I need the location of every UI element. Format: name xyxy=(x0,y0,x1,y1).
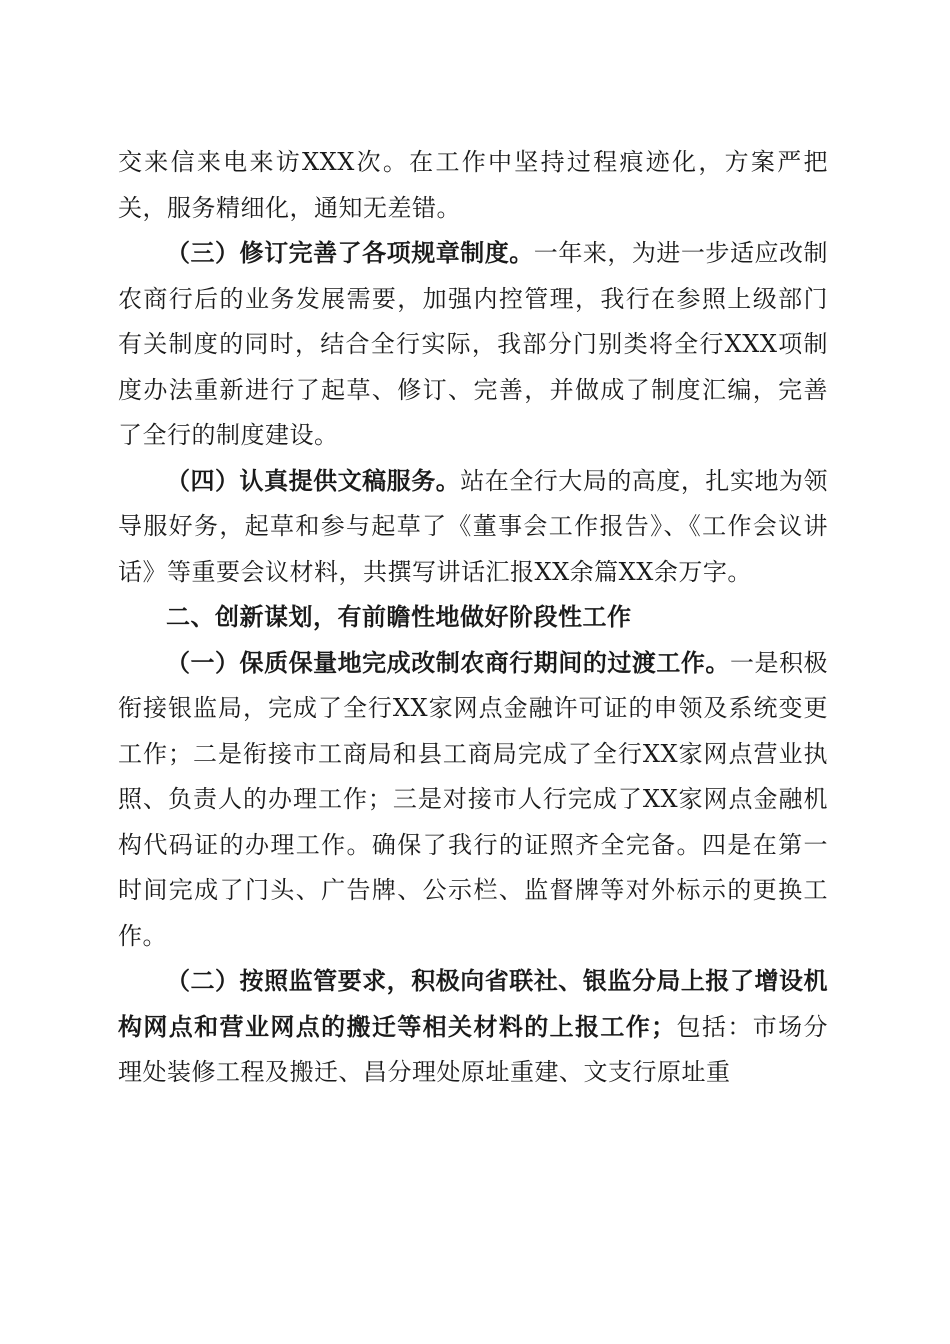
paragraph-lead: （三）修订完善了各项规章制度。 xyxy=(166,239,534,267)
paragraph-text: 交来信来电来访XXX次。在工作中坚持过程痕迹化，方案严把关，服务精细化，通知无差错。 xyxy=(118,148,828,222)
paragraph-lead: （二）按照监管要求，积极向省联社、银监分局上报了增设机构网点和营业网点的搬迁等相关材料的上报工作； xyxy=(118,967,828,1041)
paragraph-continuation xyxy=(118,140,828,231)
section-heading: 二、创新谋划，有前瞻性地做好阶段性工作 xyxy=(166,603,632,631)
paragraph-lead: （一）保质保量地完成改制农商行期间的过渡工作。 xyxy=(166,648,730,677)
paragraph-text: 一是积极衔接银监局，完成了全行XX家网点金融许可证的申领及系统变更工作；二是衔接市工商局和县工商局完成了全行XX家网点营业执照、负责人的办理工作；三是对接市人行完成了XX家网点金融机构代码证的办理工作。确保了我行的证照齐全完备。四是在第一时间完成了门头、广告牌、公示栏、监督牌等对外标示的更换工作。 xyxy=(118,648,829,950)
paragraph-regulations xyxy=(118,231,828,459)
paragraph-lead: （四）认真提供文稿服务。 xyxy=(166,466,461,495)
document-body xyxy=(118,140,828,1096)
paragraph-regulatory-reporting xyxy=(118,959,828,1096)
paragraph-text: 包括：市场分理处装修工程及搬迁、昌分理处原址重建、文支行原址重 xyxy=(118,1012,829,1086)
paragraph-writing-service xyxy=(118,459,828,596)
paragraph-text: 站在全行大局的高度，扎实地为领导服好务，起草和参与起草了《董事会工作报告》、《工作会议讲话》等重要会议材料，共撰写讲话汇报XX余篇XX余万字。 xyxy=(118,466,829,586)
paragraph-transition-work xyxy=(118,641,828,960)
paragraph-text: 一年来，为进一步适应改制农商行后的业务发展需要，加强内控管理，我行在参照上级部门有关制度的同时，结合全行实际，我部分门别类将全行XXX项制度办法重新进行了起草、修订、完善，并做成了制度汇编，完善了全行的制度建设。 xyxy=(118,239,829,449)
